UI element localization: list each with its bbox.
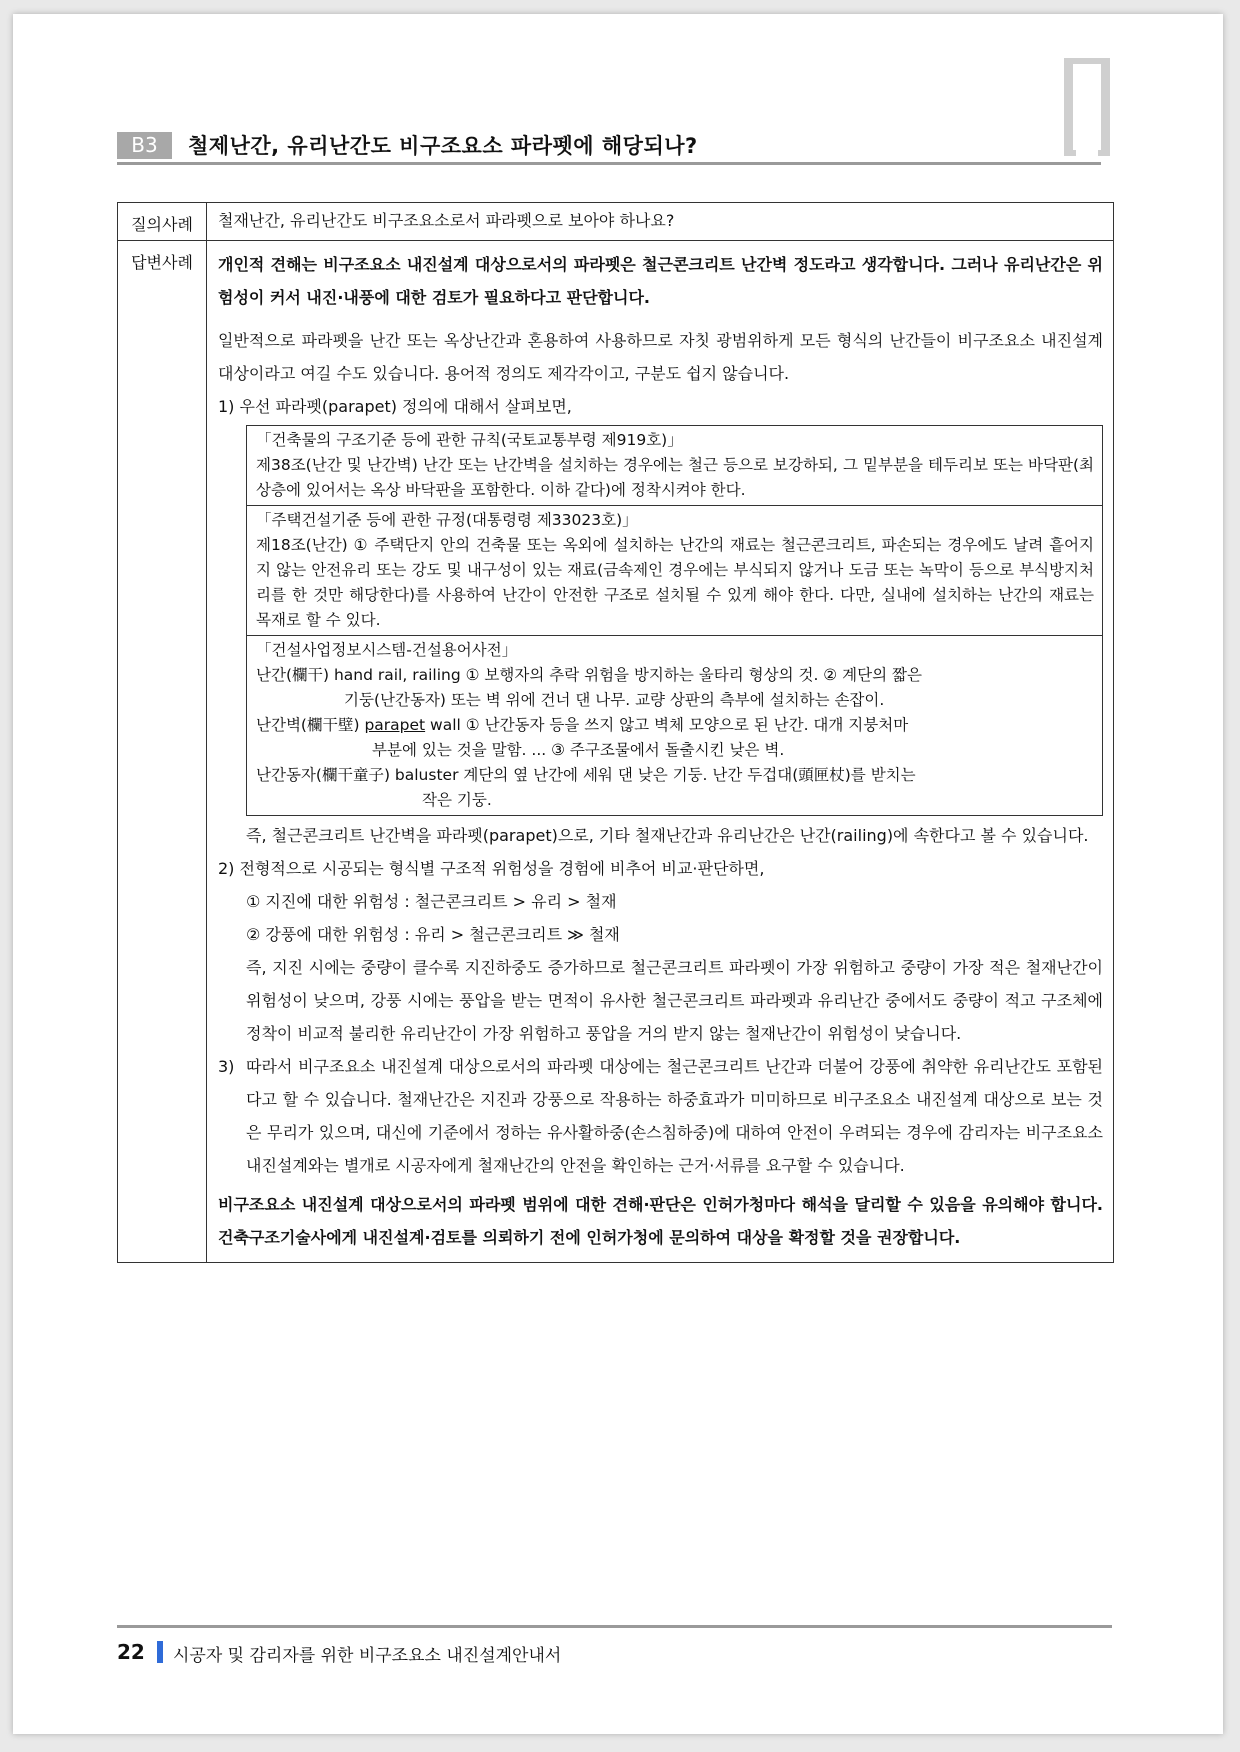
reference-body: 제38조(난간 및 난간벽) 난간 또는 난간벽을 설치하는 경우에는 철근 등으로 보강하되, 그 밑부분을 테두리보 또는 바닥판(최상층에 있어서는 옥상 바닥판을 포함한다. 이하 같다)에 정착시켜야 한다. xyxy=(256,456,1094,499)
definition-parapet xyxy=(256,713,1094,763)
definition-line xyxy=(256,713,1094,738)
point2-conclusion: 즉, 지진 시에는 중량이 클수록 지진하중도 증가하므로 철근콘크리트 파라펫이 가장 위험하고 중량이 가장 적은 철재난간이 위험성이 낮으며, 강풍 시에는 풍압을 받는 면적이 유사한 철근콘크리트 파라펫과 유리난간 중에서도 중량이 적고 구조체에 정착이 비교적 불리한 유리난간이 가장 위험하고 풍압을 거의 받지 않는 철재난간이 위험성이 낮습니다. xyxy=(246,958,1103,1043)
reference-building-structure-rule xyxy=(247,426,1102,505)
question-row xyxy=(118,203,1114,241)
footer-accent-bar xyxy=(157,1641,163,1663)
reference-title: 「건축물의 구조기준 등에 관한 규칙(국토교통부령 제919호)」 xyxy=(256,431,683,449)
point2-lead: 2) 전형적으로 시공되는 형식별 구조적 위험성을 경험에 비추어 비교·판단하면, xyxy=(218,859,765,878)
reference-box xyxy=(246,425,1103,816)
definition-line: 난간(欄干) hand rail, railing ① 보행자의 추락 위험을 방지하는 울타리 형상의 것. ② 계단의 짧은 xyxy=(256,666,922,684)
point1-conclusion: 즉, 철근콘크리트 난간벽을 파라펫(parapet)으로, 기타 철재난간과 유리난간은 난간(railing)에 속한다고 볼 수 있습니다. xyxy=(246,826,1089,845)
reference-housing-standard xyxy=(247,505,1102,635)
definition-railing xyxy=(256,663,1094,713)
reference-construction-dictionary xyxy=(247,635,1102,815)
answer-cell xyxy=(207,241,1114,1263)
definition-term: 난간벽(欄干壁) xyxy=(256,716,365,734)
definition-line: 기둥(난간동자) 또는 벽 위에 건너 댄 나무. 교량 상판의 측부에 설치하는 손잡이. xyxy=(344,691,885,709)
qa-table xyxy=(117,202,1114,1263)
definition-line: 난간동자(欄干童子) baluster 계단의 옆 난간에 세워 댄 낮은 기둥. 난간 두겁대(頭匣杖)를 받치는 xyxy=(256,766,916,784)
question-cell xyxy=(207,203,1114,241)
point3-number: 3) xyxy=(218,1057,235,1076)
answer-label: 답변사례 xyxy=(118,241,207,1263)
page-number: 22 xyxy=(117,1640,145,1664)
reference-title: 「건설사업정보시스템-건설용어사전」 xyxy=(256,641,518,659)
definition-text: wall ① 난간동자 등을 쓰지 않고 벽체 모양으로 된 난간. 대개 지붕처마 xyxy=(425,716,909,734)
section-code-badge: B3 xyxy=(117,132,172,159)
definition-baluster xyxy=(256,763,1094,813)
point2-item-wind: ② 강풍에 대한 위험성 : 유리 > 철근콘크리트 ≫ 철재 xyxy=(246,925,620,944)
answer-row xyxy=(118,241,1114,1263)
reference-body: 제18조(난간) ① 주택단지 안의 건축물 또는 옥외에 설치하는 난간의 재료는 철근콘크리트, 파손되는 경우에도 날려 흩어지지 않는 안전유리 또는 강도 및 내구성이 있는 재료(금속제인 경우에는 부식되지 않거나 도금 또는 녹막이 등으로 부식방지처리를 한 것만 해당한다)를 사용하여 난간이 안전한 구조로 설치될 수 있게 해야 한다. 다만, 실내에 설치하는 난간의 재료는 목재로 할 수 있다. xyxy=(256,536,1094,629)
point2-item-earthquake: ① 지진에 대한 위험성 : 철근콘크리트 > 유리 > 철재 xyxy=(246,892,617,911)
section-header xyxy=(104,116,1101,156)
footer-divider xyxy=(117,1625,1112,1628)
footer-book-title: 시공자 및 감리자를 위한 비구조요소 내진설계안내서 xyxy=(173,1646,562,1666)
final-note: 비구조요소 내진설계 대상으로서의 파라펫 범위에 대한 견해·판단은 인허가청마다 해석을 달리할 수 있음을 유의해야 합니다. 건축구조기술사에게 내진설계·검토를 의뢰하기 전에 인허가청에 문의하여 대상을 확정할 것을 권장합니다. xyxy=(218,1195,1103,1247)
definition-line: 부분에 있는 것을 말함. ... ③ 주구조물에서 돌출시킨 낮은 벽. xyxy=(372,741,785,759)
definition-keyword: parapet xyxy=(364,716,426,734)
question-text: 철재난간, 유리난간도 비구조요소로서 파라펫으로 보아야 하나요? xyxy=(218,211,675,230)
answer-intro: 일반적으로 파라펫을 난간 또는 옥상난간과 혼용하여 사용하므로 자칫 광범위하게 모든 형식의 난간들이 비구조요소 내진설계 대상이라고 여길 수도 있습니다. 용어적 정의도 제각각이고, 구분도 쉽지 않습니다. xyxy=(218,331,1103,383)
question-label: 질의사례 xyxy=(118,203,207,241)
point3 xyxy=(218,1050,1103,1182)
point1-lead: 1) 우선 파라펫(parapet) 정의에 대해서 살펴보면, xyxy=(218,397,572,416)
section-title: 철제난간, 유리난간도 비구조요소 파라펫에 해당되나? xyxy=(188,134,698,158)
header-divider xyxy=(117,162,1101,165)
reference-title: 「주택건설기준 등에 관한 규정(대통령령 제33023호)」 xyxy=(256,511,638,529)
answer-summary: 개인적 견해는 비구조요소 내진설계 대상으로서의 파라펫은 철근콘크리트 난간벽 정도라고 생각합니다. 그러나 유리난간은 위험성이 커서 내진·내풍에 대한 검토가 필요하다고 판단합니다. xyxy=(218,255,1103,307)
definition-line: 작은 기둥. xyxy=(422,791,492,809)
point3-text: 따라서 비구조요소 내진설계 대상으로서의 파라펫 대상에는 철근콘크리트 난간과 더불어 강풍에 취약한 유리난간도 포함된다고 할 수 있습니다. 철재난간은 지진과 강풍으로 작용하는 하중효과가 미미하므로 비구조요소 내진설계 대상으로 보는 것은 무리가 있으며, 대신에 기준에서 정하는 유사활하중(손스침하중)에 대하여 안전이 우려되는 경우에 감리자는 비구조요소 내진설계와는 별개로 시공자에게 철재난간의 안전을 확인하는 근거·서류를 요구할 수 있습니다. xyxy=(246,1057,1103,1175)
